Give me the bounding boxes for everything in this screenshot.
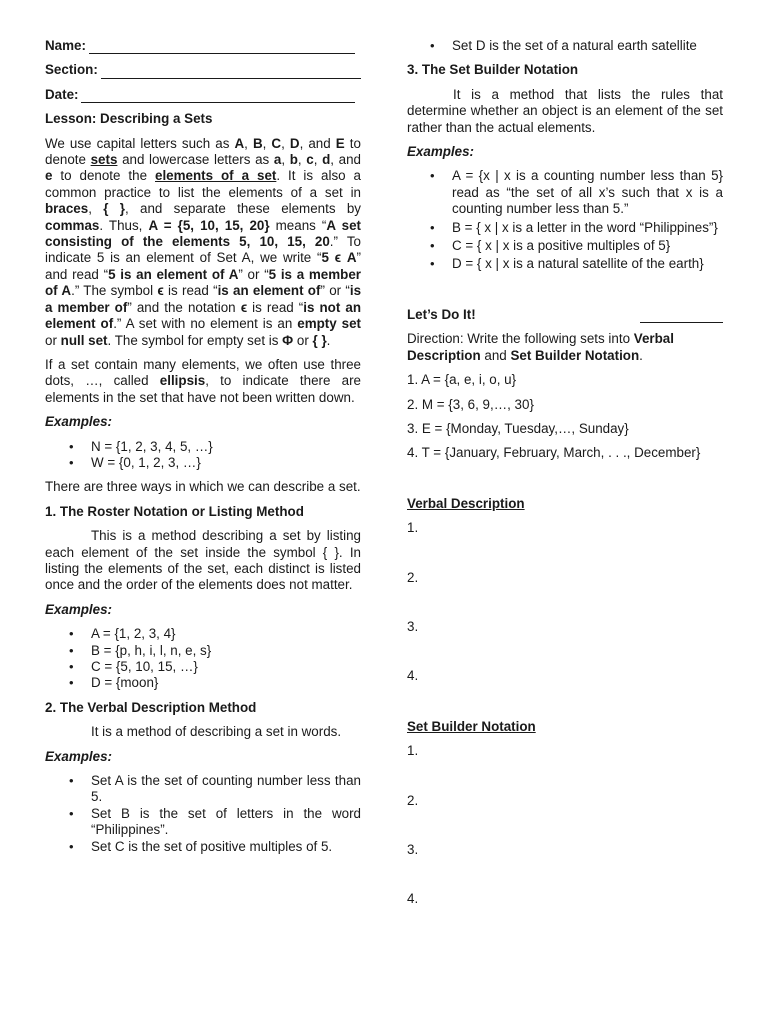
list-item: • D = {moon} — [91, 675, 361, 691]
list-item: • C = {5, 10, 15, …} — [91, 659, 361, 675]
direction-text: Direction: Write the following sets into Verbal Description and Set Builder Notation. — [407, 331, 674, 363]
builder-examples-list — [452, 168, 723, 272]
answer-number: 4. — [407, 891, 419, 907]
right-column — [407, 38, 723, 908]
answer-number: 4. — [407, 668, 419, 684]
left-column — [45, 38, 361, 855]
activity-title-line — [407, 307, 723, 323]
name-line — [45, 38, 361, 54]
verbal-examples-list — [91, 773, 361, 855]
list-item: • B = { x | x is a letter in the word “Philippines”} — [452, 220, 723, 236]
list-item: • B = {p, h, i, l, n, e, s} — [91, 643, 361, 659]
score-blank[interactable] — [640, 310, 723, 323]
list-item: • Set B is the set of letters in the word “Philippines”. — [91, 806, 361, 839]
lesson-title: Lesson: Describing a Sets — [45, 111, 213, 127]
name-blank[interactable] — [89, 41, 355, 54]
date-label: Date: — [45, 86, 79, 102]
list-item: • Set D is the set of a natural earth satellite — [452, 38, 723, 54]
verbal-text: It is a method of describing a set in words. — [91, 724, 342, 740]
answer-number: 1. — [407, 743, 419, 759]
ways-text: There are three ways in which we can describe a set. — [45, 479, 361, 495]
answer-number: 3. — [407, 841, 419, 857]
roster-examples-label: Examples: — [45, 601, 112, 617]
set-builder-heading: Set Builder Notation — [407, 718, 536, 734]
builder-examples-label: Examples: — [407, 144, 474, 160]
verbal-examples-label: Examples: — [45, 748, 112, 764]
answer-number: 3. — [407, 618, 419, 634]
list-item: • N = {1, 2, 3, 4, 5, …} — [91, 439, 361, 455]
list-item: • D = { x | x is a natural satellite of the earth} — [452, 256, 723, 272]
list-item: • Set C is the set of positive multiples of 5. — [91, 839, 361, 855]
intro-paragraph: We use capital letters such as A, B, C, D, and E to denote sets and lowercase letters as a, b, c, d, and e to denote the elements of a set. It is also a common practice to list the elements of a set in braces, { }, and separate these elements by commas. Thus, A = {5, 10, 15, 20} means “A set consisting of the elements 5, 10, 15, 20.” To indicate 5 is an element of Set A, we write “5 ϵ A” and read “5 is an element of A” or “5 is a member of A.” The symbol ϵ is read “is an element of” or “is a member of” and the notation ϵ is read “is not an element of.” A set with no element is an empty set or null set. The symbol for empty set is Φ or { }. — [45, 135, 362, 348]
list-item: • Set A is the set of counting number less than 5. — [91, 773, 361, 806]
date-line — [45, 87, 361, 103]
activity-item: 4. T = {January, February, March, . . ., December} — [407, 445, 701, 461]
name-label: Name: — [45, 38, 86, 53]
activity-item: 1. A = {a, e, i, o, u} — [407, 372, 517, 388]
list-item: • A = {x | x is a counting number less than 5} read as “the set of all x’s such that x is a counting number less than 5.” — [452, 168, 723, 217]
answer-number: 2. — [407, 569, 419, 585]
examples-label: Examples: — [45, 414, 112, 430]
ellipsis-paragraph: If a set contain many elements, we often use three dots, …, called ellipsis, to indicate there are elements in the set that have not been written down. — [45, 356, 361, 405]
roster-examples-list — [91, 626, 361, 692]
answer-number: 1. — [407, 520, 419, 536]
list-item: • A = {1, 2, 3, 4} — [91, 626, 361, 642]
section-blank[interactable] — [101, 66, 361, 79]
builder-text: It is a method that lists the rules that determine whether an object is an element of the set rather than the actual elements. — [407, 86, 723, 135]
date-blank[interactable] — [81, 90, 355, 103]
activity-item: 2. M = {3, 6, 9,…, 30} — [407, 396, 534, 412]
list-item: • C = { x | x is a positive multiples of 5} — [452, 238, 723, 254]
builder-heading: 3. The Set Builder Notation — [407, 62, 579, 78]
section-label: Section: — [45, 62, 98, 78]
verbal-heading: 2. The Verbal Description Method — [45, 699, 257, 715]
section-line — [45, 62, 361, 78]
activity-item: 3. E = {Monday, Tuesday,…, Sunday} — [407, 420, 629, 436]
roster-text: This is a method describing a set by listing each element of the set inside the symbol { }. In listing the elements of the set, each distinct is listed once and the order of the elements does not matter. — [45, 528, 361, 593]
verbal-examples-continued — [452, 38, 723, 54]
answer-number: 2. — [407, 792, 419, 808]
examples-list — [91, 439, 361, 472]
verbal-description-heading: Verbal Description — [407, 495, 525, 511]
roster-heading: 1. The Roster Notation or Listing Method — [45, 503, 304, 519]
list-item: • W = {0, 1, 2, 3, …} — [91, 455, 361, 471]
activity-title: Let’s Do It! — [407, 306, 476, 322]
